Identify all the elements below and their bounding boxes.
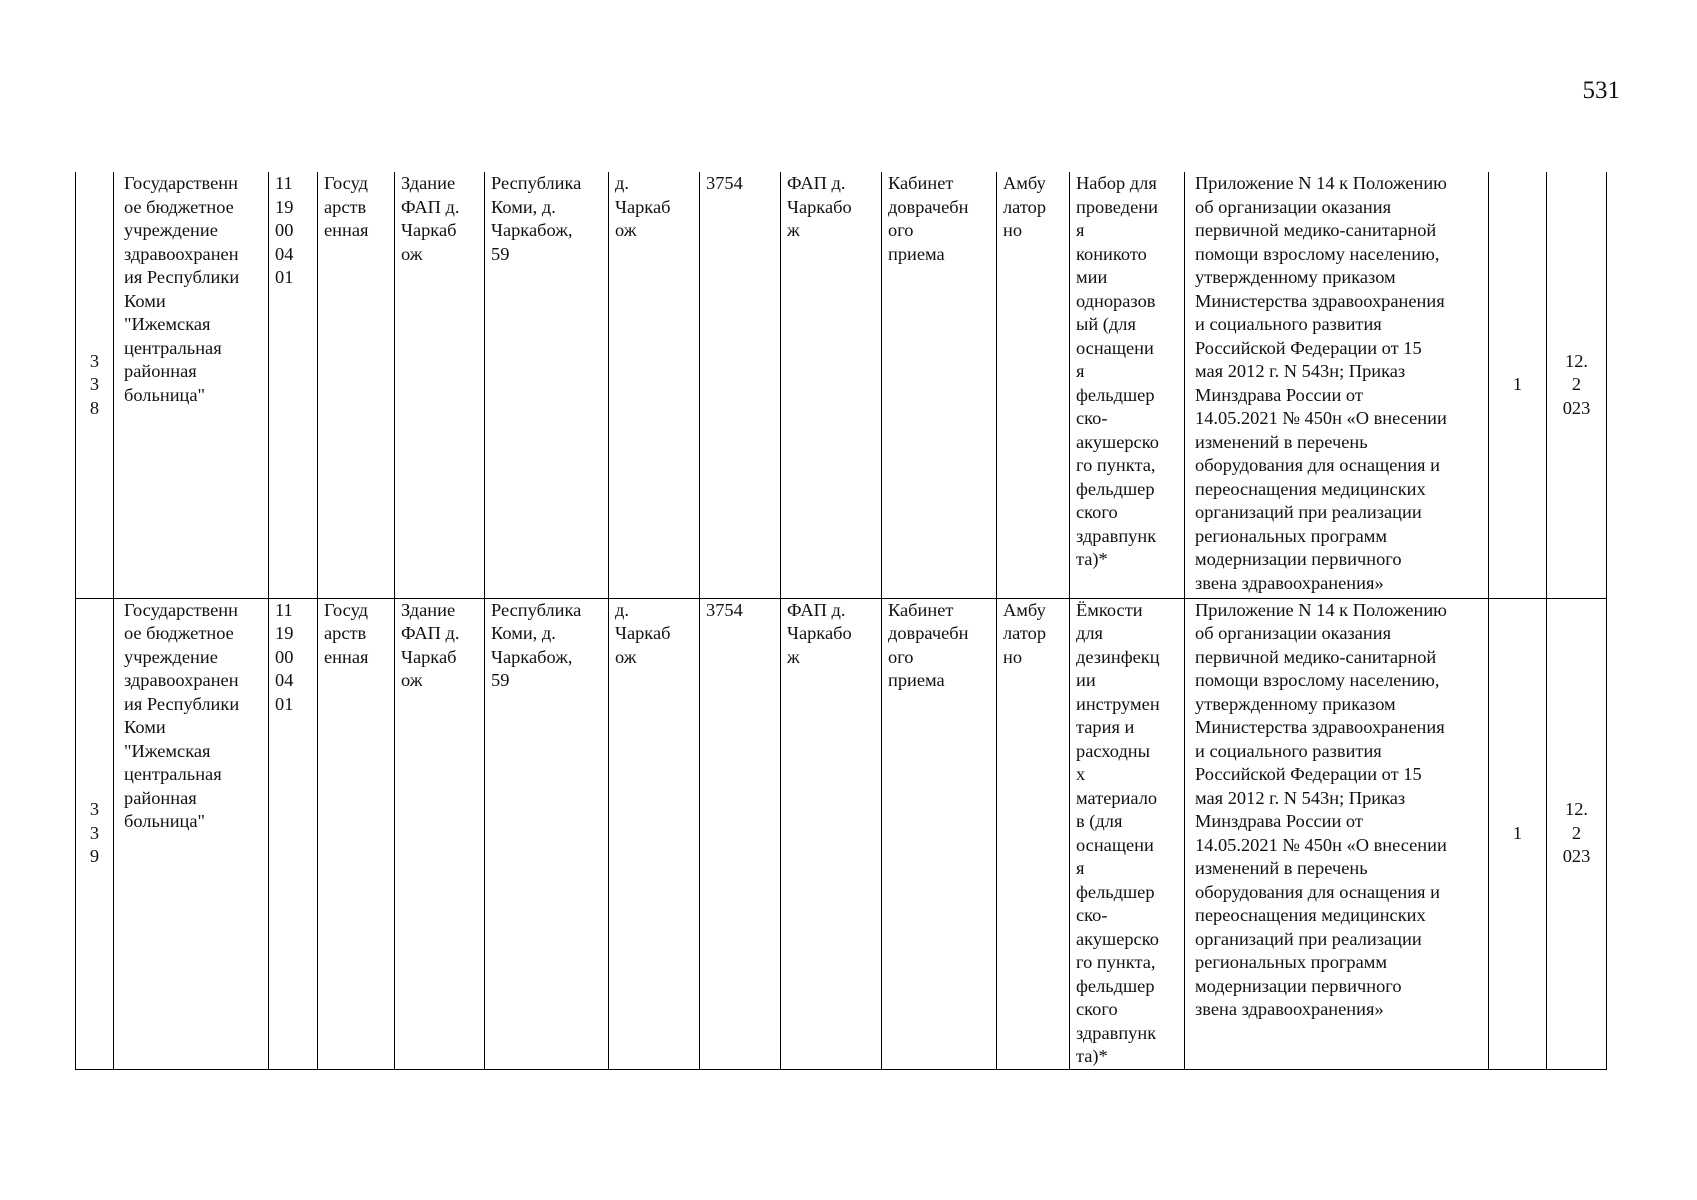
- building-name: Здание ФАП д. Чаркаб ож: [401, 173, 460, 264]
- address: Республика Коми, д. Чаркабож, 59: [491, 599, 582, 690]
- unit-name: ФАП д. Чаркабо ж: [787, 599, 852, 667]
- organization-cell: [114, 172, 269, 598]
- population-code: 3754: [706, 599, 743, 620]
- care-type: Амбу латор но: [1003, 173, 1047, 240]
- quantity-cell: [1489, 598, 1547, 1069]
- quantity-cell: [1489, 172, 1547, 598]
- page-number: 531: [1582, 77, 1620, 104]
- oktmo-code: 11 19 00 04 01: [275, 599, 294, 714]
- organization-name: Государственн ое бюджетное учреждение здравоохранен ия Республики Коми "Ижемская центральная районная больница": [124, 173, 240, 405]
- room-name: Кабинет доврачебн ого приема: [888, 599, 969, 690]
- oktmo-code-cell: [269, 598, 318, 1069]
- equipment-registry-table: [75, 172, 1607, 1070]
- organization-cell: [114, 598, 269, 1069]
- table-row: [76, 172, 1607, 598]
- regulation-reference: Приложение N 14 к Положению об организации оказания первичной медико-санитарной помощи взрослому населению, утвержденному приказом Министерства здравоохранения и социального развития Российской Федерации от 15 мая 2012 г. N 543н; Приказ Минздрава России от 14.05.2021 № 450н «О внесении изменений в перечень оборудования для оснащения и переоснащения медицинских организаций при реализации региональных программ модернизации первичного звена здравоохранения»: [1195, 173, 1447, 593]
- room-name: Кабинет доврачебн ого приема: [888, 173, 969, 264]
- ownership-form: Госуд арств енная: [324, 173, 369, 240]
- row-number: 3 3 8: [89, 350, 100, 418]
- row-number-cell: [76, 598, 114, 1069]
- quantity: 1: [1512, 822, 1523, 843]
- regulation-cell: [1185, 598, 1489, 1069]
- building-cell: [395, 598, 485, 1069]
- organization-name: Государственн ое бюджетное учреждение здравоохранен ия Республики Коми "Ижемская центральная районная больница": [124, 599, 240, 831]
- care-type-cell: [997, 598, 1070, 1069]
- address-cell: [485, 172, 609, 598]
- building-cell: [395, 172, 485, 598]
- equipment-name: Набор для проведени я коникото мии одноразов ый (для оснащени я фельдшер ско- акушерско го пункта, фельдшер ского здравпунк та)*: [1076, 173, 1159, 569]
- care-type: Амбу латор но: [1003, 599, 1047, 667]
- regulation-cell: [1185, 172, 1489, 598]
- room-cell: [882, 598, 997, 1069]
- building-name: Здание ФАП д. Чаркаб ож: [401, 599, 460, 690]
- settlement: д. Чаркаб ож: [615, 173, 671, 240]
- care-type-cell: [997, 172, 1070, 598]
- date: 12.2 023: [1562, 799, 1591, 867]
- date: 12.2 023: [1562, 350, 1591, 418]
- unit-name: ФАП д. Чаркабо ж: [787, 173, 852, 240]
- population-code-cell: [700, 172, 781, 598]
- unit-cell: [781, 172, 882, 598]
- table-row: [76, 598, 1607, 1069]
- row-number: 3 3 9: [89, 799, 100, 867]
- oktmo-code-cell: [269, 172, 318, 598]
- room-cell: [882, 172, 997, 598]
- equipment-cell: [1070, 598, 1185, 1069]
- ownership-cell: [318, 598, 395, 1069]
- row-number-cell: [76, 172, 114, 598]
- equipment-name: Ёмкости для дезинфекц ии инструмен тария и расходны х материало в (для оснащени я фельдшер ско- акушерско го пункта, фельдшер ского здравпунк та)*: [1076, 599, 1160, 1066]
- settlement: д. Чаркаб ож: [615, 599, 671, 667]
- ownership-form: Госуд арств енная: [324, 599, 369, 667]
- address-cell: [485, 598, 609, 1069]
- date-cell: [1547, 172, 1607, 598]
- settlement-cell: [609, 172, 700, 598]
- oktmo-code: 11 19 00 04 01: [275, 173, 294, 287]
- population-code-cell: [700, 598, 781, 1069]
- ownership-cell: [318, 172, 395, 598]
- quantity: 1: [1512, 374, 1523, 394]
- unit-cell: [781, 598, 882, 1069]
- address: Республика Коми, д. Чаркабож, 59: [491, 173, 582, 264]
- regulation-reference: Приложение N 14 к Положению об организации оказания первичной медико-санитарной помощи взрослому населению, утвержденному приказом Министерства здравоохранения и социального развития Российской Федерации от 15 мая 2012 г. N 543н; Приказ Минздрава России от 14.05.2021 № 450н «О внесении изменений в перечень оборудования для оснащения и переоснащения медицинских организаций при реализации региональных программ модернизации первичного звена здравоохранения»: [1195, 599, 1447, 1019]
- date-cell: [1547, 598, 1607, 1069]
- equipment-cell: [1070, 172, 1185, 598]
- settlement-cell: [609, 598, 700, 1069]
- population-code: 3754: [706, 173, 743, 193]
